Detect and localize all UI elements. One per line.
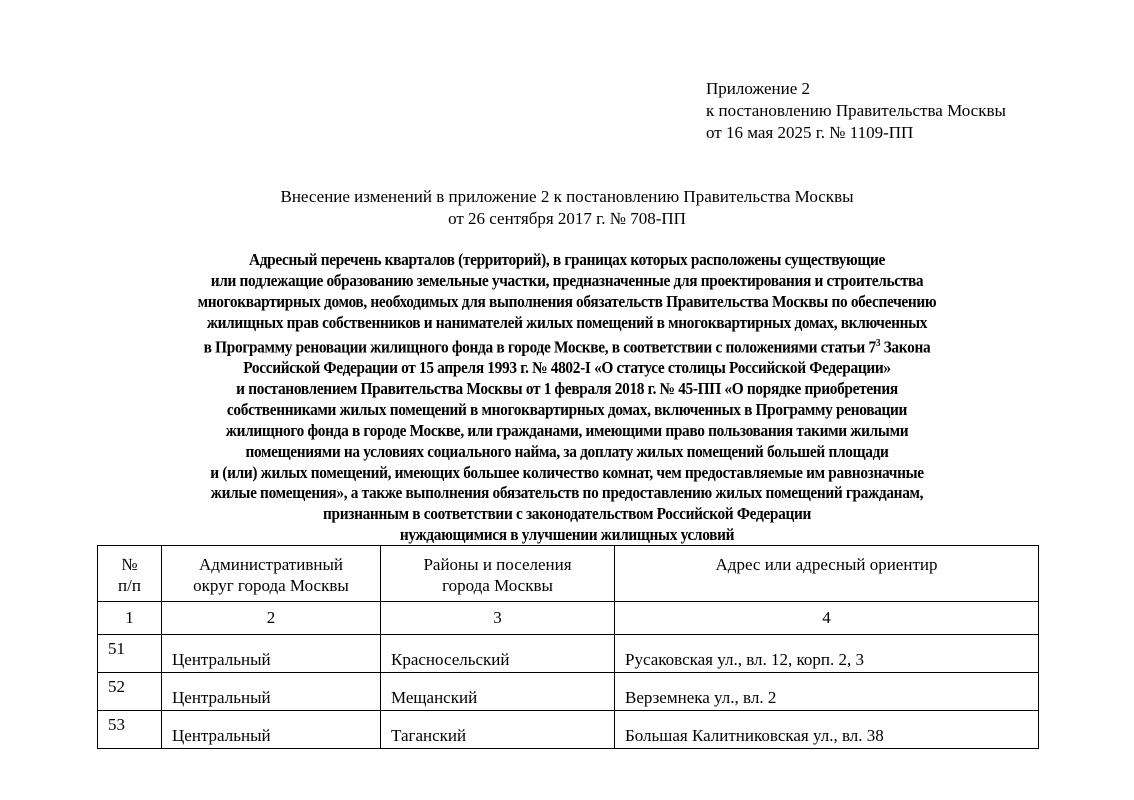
cell-district: Центральный — [162, 673, 381, 711]
appendix-reference — [706, 78, 1006, 144]
cell-area: Таганский — [381, 711, 615, 749]
heading-line: жилищных прав собственников и нанимателей жилых помещений в многоквартирных домах, включенных — [206, 312, 928, 332]
appendix-line: к постановлению Правительства Москвы — [706, 101, 1006, 120]
header-area: Районы и поселения города Москвы — [381, 546, 615, 602]
cell-number: 51 — [98, 635, 162, 673]
heading-line: Российской Федерации от 15 апреля 1993 г. № 4802-I «О статусе столицы Российской Федерации» — [243, 358, 891, 378]
column-number: 3 — [381, 602, 615, 635]
list-heading — [0, 250, 1134, 546]
table-row — [98, 673, 1039, 711]
appendix-line: Приложение 2 — [706, 79, 810, 98]
superscript: 3 — [875, 337, 881, 349]
heading-line: собственниками жилых помещений в многоквартирных домах, включенных в Программу реновации — [226, 399, 908, 419]
heading-line: Адресный перечень кварталов (территорий), в границах которых расположены существующие — [248, 250, 886, 269]
column-number: 4 — [615, 602, 1039, 635]
cell-number: 52 — [98, 673, 162, 711]
cell-address: Верземнека ул., вл. 2 — [615, 673, 1039, 711]
appendix-line: от 16 мая 2025 г. № 1109-ПП — [706, 123, 914, 142]
title-line: от 26 сентября 2017 г. № 708-ПП — [448, 209, 686, 228]
table-header-row — [98, 546, 1039, 602]
column-number: 2 — [162, 602, 381, 635]
column-number: 1 — [98, 602, 162, 635]
cell-area: Красносельский — [381, 635, 615, 673]
header-address: Адрес или адресный ориентир — [615, 546, 1039, 602]
cell-area: Мещанский — [381, 673, 615, 711]
table-row — [98, 711, 1039, 749]
heading-line: многоквартирных домов, необходимых для выполнения обязательств Правительства Москвы по обеспечению — [197, 291, 937, 311]
heading-line: и постановлением Правительства Москвы от 1 февраля 2018 г. № 45-ПП «О порядке приобретения — [236, 378, 898, 398]
address-table — [97, 545, 1039, 749]
column-numbers-row — [98, 602, 1039, 635]
cell-number: 53 — [98, 711, 162, 749]
header-district: Административный округ города Москвы — [162, 546, 381, 602]
table-row — [98, 635, 1039, 673]
cell-address: Большая Калитниковская ул., вл. 38 — [615, 711, 1039, 749]
heading-line — [40, 334, 1095, 358]
heading-line: или подлежащие образованию земельные участки, предназначенные для проектирования и строительства — [210, 270, 924, 290]
heading-line: жилищного фонда в городе Москве, или гражданами, имеющими право пользования такими жилыми — [225, 420, 909, 440]
heading-line-text: в Программу реновации жилищного фонда в городе Москве, в соответствии с положениями статьи 7 — [203, 337, 876, 357]
heading-line: жилые помещения», а также выполнения обязательств по предоставлению жилых помещений гражданам, — [210, 483, 924, 503]
document-title — [0, 186, 1134, 230]
heading-line-tail: Закона — [880, 337, 931, 357]
heading-line: признанным в соответствии с законодательством Российской Федерации — [322, 504, 811, 524]
heading-line: помещениями на условиях социального найма, за доплату жилых помещений большей площади — [245, 441, 889, 461]
title-line: Внесение изменений в приложение 2 к постановлению Правительства Москвы — [280, 187, 854, 206]
heading-line: и (или) жилых помещений, имеющих большее количество комнат, чем предоставляемые им равнозначные — [210, 462, 924, 482]
cell-district: Центральный — [162, 711, 381, 749]
cell-address: Русаковская ул., вл. 12, корп. 2, 3 — [615, 635, 1039, 673]
cell-district: Центральный — [162, 635, 381, 673]
heading-line: нуждающимися в улучшении жилищных условий — [399, 525, 735, 545]
header-number: № п/п — [98, 546, 162, 602]
